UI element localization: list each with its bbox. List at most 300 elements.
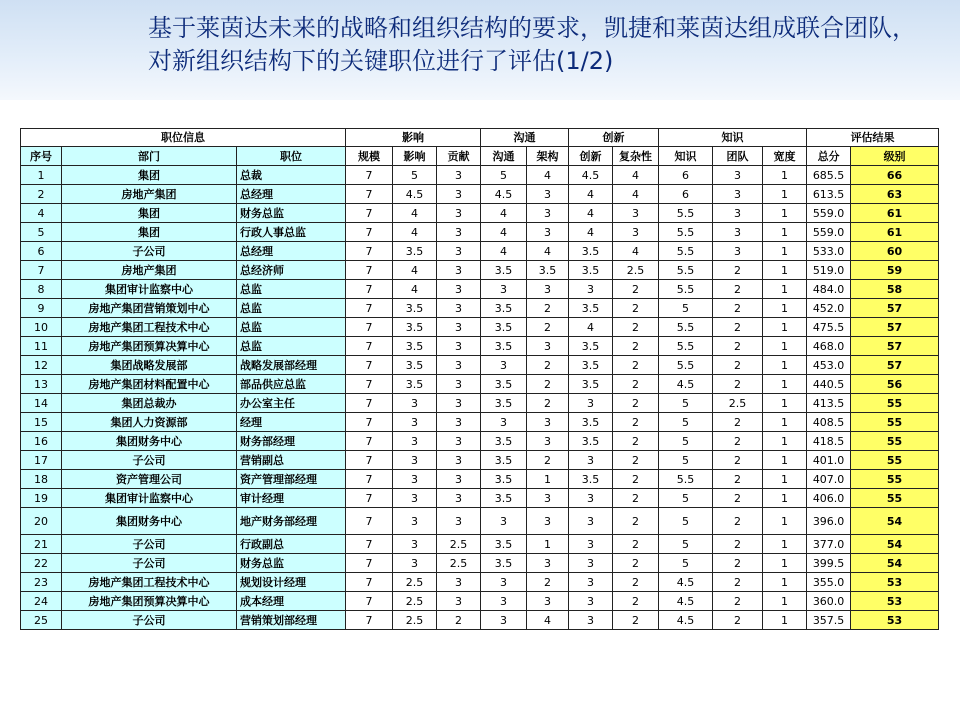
cell-knowledge: 5 xyxy=(659,489,713,508)
cell-team: 3 xyxy=(713,185,763,204)
cell-complexity: 4 xyxy=(613,166,659,185)
cell-team: 2 xyxy=(713,573,763,592)
cell-contribution: 2.5 xyxy=(437,554,481,573)
cell-complexity: 2 xyxy=(613,489,659,508)
cell-level: 57 xyxy=(851,299,939,318)
cell-position: 总监 xyxy=(237,299,346,318)
cell-breadth: 1 xyxy=(763,508,807,535)
cell-level: 54 xyxy=(851,508,939,535)
cell-no: 23 xyxy=(21,573,62,592)
cell-no: 2 xyxy=(21,185,62,204)
cell-scale: 7 xyxy=(346,375,393,394)
cell-level: 55 xyxy=(851,413,939,432)
cell-complexity: 2 xyxy=(613,394,659,413)
cell-team: 2 xyxy=(713,299,763,318)
cell-breadth: 1 xyxy=(763,166,807,185)
cell-dept: 集团总裁办 xyxy=(62,394,237,413)
cell-contribution: 3 xyxy=(437,261,481,280)
cell-position: 总监 xyxy=(237,280,346,299)
cell-communicate: 3.5 xyxy=(481,394,527,413)
cell-team: 2 xyxy=(713,318,763,337)
cell-communicate: 3.5 xyxy=(481,470,527,489)
cell-knowledge: 4.5 xyxy=(659,375,713,394)
cell-team: 2 xyxy=(713,508,763,535)
cell-dept: 集团财务中心 xyxy=(62,432,237,451)
cell-knowledge: 5.5 xyxy=(659,261,713,280)
table-row xyxy=(21,470,939,489)
cell-total: 396.0 xyxy=(807,508,851,535)
cell-contribution: 2 xyxy=(437,611,481,630)
cell-level: 55 xyxy=(851,394,939,413)
cell-position: 总经理 xyxy=(237,242,346,261)
cell-scale: 7 xyxy=(346,489,393,508)
cell-scale: 7 xyxy=(346,337,393,356)
col-dept: 部门 xyxy=(62,147,237,166)
cell-no: 19 xyxy=(21,489,62,508)
cell-framework: 3 xyxy=(527,489,569,508)
cell-team: 2 xyxy=(713,451,763,470)
cell-framework: 4 xyxy=(527,166,569,185)
cell-communicate: 3.5 xyxy=(481,318,527,337)
cell-level: 57 xyxy=(851,356,939,375)
cell-level: 61 xyxy=(851,204,939,223)
cell-impact: 4 xyxy=(393,261,437,280)
cell-framework: 2 xyxy=(527,318,569,337)
cell-breadth: 1 xyxy=(763,470,807,489)
table-row xyxy=(21,299,939,318)
cell-total: 685.5 xyxy=(807,166,851,185)
cell-framework: 2 xyxy=(527,573,569,592)
cell-level: 55 xyxy=(851,470,939,489)
cell-communicate: 3 xyxy=(481,573,527,592)
col-breadth: 宽度 xyxy=(763,147,807,166)
table-row xyxy=(21,223,939,242)
cell-knowledge: 5 xyxy=(659,394,713,413)
cell-framework: 4 xyxy=(527,242,569,261)
cell-no: 18 xyxy=(21,470,62,489)
cell-impact: 3 xyxy=(393,489,437,508)
cell-framework: 3 xyxy=(527,508,569,535)
cell-dept: 子公司 xyxy=(62,535,237,554)
cell-innovate: 3.5 xyxy=(569,356,613,375)
cell-complexity: 2 xyxy=(613,508,659,535)
cell-scale: 7 xyxy=(346,166,393,185)
cell-breadth: 1 xyxy=(763,611,807,630)
cell-knowledge: 4.5 xyxy=(659,611,713,630)
cell-team: 2 xyxy=(713,375,763,394)
cell-framework: 3.5 xyxy=(527,261,569,280)
table-row xyxy=(21,280,939,299)
cell-dept: 子公司 xyxy=(62,554,237,573)
cell-communicate: 4.5 xyxy=(481,185,527,204)
cell-scale: 7 xyxy=(346,280,393,299)
col-innovate: 创新 xyxy=(569,147,613,166)
cell-no: 7 xyxy=(21,261,62,280)
cell-innovate: 4.5 xyxy=(569,166,613,185)
col-contribution: 贡献 xyxy=(437,147,481,166)
cell-innovate: 3 xyxy=(569,592,613,611)
group-communication: 沟通 xyxy=(481,129,569,147)
cell-knowledge: 5 xyxy=(659,299,713,318)
cell-scale: 7 xyxy=(346,535,393,554)
cell-complexity: 2 xyxy=(613,470,659,489)
cell-contribution: 3 xyxy=(437,451,481,470)
cell-impact: 3 xyxy=(393,451,437,470)
cell-scale: 7 xyxy=(346,204,393,223)
cell-total: 406.0 xyxy=(807,489,851,508)
cell-breadth: 1 xyxy=(763,432,807,451)
cell-no: 8 xyxy=(21,280,62,299)
cell-no: 4 xyxy=(21,204,62,223)
cell-total: 453.0 xyxy=(807,356,851,375)
cell-knowledge: 5.5 xyxy=(659,318,713,337)
cell-complexity: 2 xyxy=(613,432,659,451)
cell-complexity: 2 xyxy=(613,337,659,356)
cell-team: 2 xyxy=(713,280,763,299)
cell-complexity: 2 xyxy=(613,375,659,394)
group-innovation: 创新 xyxy=(569,129,659,147)
group-influence: 影响 xyxy=(346,129,481,147)
cell-contribution: 3 xyxy=(437,223,481,242)
cell-level: 57 xyxy=(851,318,939,337)
col-scale: 规模 xyxy=(346,147,393,166)
cell-framework: 2 xyxy=(527,375,569,394)
cell-complexity: 2 xyxy=(613,280,659,299)
cell-framework: 3 xyxy=(527,223,569,242)
cell-impact: 4 xyxy=(393,280,437,299)
table-row xyxy=(21,573,939,592)
group-knowledge: 知识 xyxy=(659,129,807,147)
cell-complexity: 2 xyxy=(613,356,659,375)
cell-dept: 集团审计监察中心 xyxy=(62,489,237,508)
cell-framework: 3 xyxy=(527,185,569,204)
cell-communicate: 3.5 xyxy=(481,432,527,451)
cell-impact: 3.5 xyxy=(393,375,437,394)
cell-communicate: 3.5 xyxy=(481,554,527,573)
cell-team: 2 xyxy=(713,611,763,630)
cell-position: 经理 xyxy=(237,413,346,432)
cell-position: 总裁 xyxy=(237,166,346,185)
cell-position: 营销策划部经理 xyxy=(237,611,346,630)
cell-position: 行政副总 xyxy=(237,535,346,554)
cell-innovate: 3 xyxy=(569,508,613,535)
cell-knowledge: 5.5 xyxy=(659,280,713,299)
cell-innovate: 3 xyxy=(569,451,613,470)
cell-impact: 4 xyxy=(393,204,437,223)
cell-scale: 7 xyxy=(346,451,393,470)
cell-contribution: 3 xyxy=(437,318,481,337)
cell-no: 14 xyxy=(21,394,62,413)
cell-framework: 3 xyxy=(527,432,569,451)
cell-team: 2 xyxy=(713,337,763,356)
cell-contribution: 3 xyxy=(437,299,481,318)
cell-team: 2 xyxy=(713,356,763,375)
cell-contribution: 3 xyxy=(437,394,481,413)
cell-impact: 2.5 xyxy=(393,592,437,611)
cell-communicate: 4 xyxy=(481,223,527,242)
table-row xyxy=(21,432,939,451)
cell-no: 21 xyxy=(21,535,62,554)
cell-scale: 7 xyxy=(346,573,393,592)
cell-no: 6 xyxy=(21,242,62,261)
cell-innovate: 3.5 xyxy=(569,432,613,451)
cell-complexity: 2 xyxy=(613,451,659,470)
cell-knowledge: 6 xyxy=(659,185,713,204)
cell-knowledge: 5 xyxy=(659,535,713,554)
cell-team: 2 xyxy=(713,592,763,611)
cell-complexity: 4 xyxy=(613,185,659,204)
cell-no: 22 xyxy=(21,554,62,573)
cell-total: 360.0 xyxy=(807,592,851,611)
cell-position: 总经济师 xyxy=(237,261,346,280)
cell-communicate: 3.5 xyxy=(481,489,527,508)
cell-communicate: 3 xyxy=(481,280,527,299)
cell-total: 533.0 xyxy=(807,242,851,261)
cell-level: 57 xyxy=(851,337,939,356)
cell-complexity: 2 xyxy=(613,573,659,592)
cell-impact: 2.5 xyxy=(393,611,437,630)
cell-innovate: 3 xyxy=(569,489,613,508)
cell-innovate: 3 xyxy=(569,280,613,299)
cell-contribution: 3 xyxy=(437,337,481,356)
cell-dept: 集团审计监察中心 xyxy=(62,280,237,299)
cell-innovate: 4 xyxy=(569,185,613,204)
table-row xyxy=(21,508,939,535)
table-row xyxy=(21,242,939,261)
cell-impact: 3.5 xyxy=(393,299,437,318)
cell-dept: 集团人力资源部 xyxy=(62,413,237,432)
cell-knowledge: 5 xyxy=(659,413,713,432)
cell-position: 总监 xyxy=(237,337,346,356)
cell-impact: 4 xyxy=(393,223,437,242)
cell-knowledge: 5.5 xyxy=(659,223,713,242)
cell-no: 5 xyxy=(21,223,62,242)
cell-impact: 4.5 xyxy=(393,185,437,204)
cell-team: 3 xyxy=(713,223,763,242)
cell-breadth: 1 xyxy=(763,223,807,242)
cell-position: 审计经理 xyxy=(237,489,346,508)
col-communicate: 沟通 xyxy=(481,147,527,166)
cell-level: 53 xyxy=(851,592,939,611)
cell-total: 452.0 xyxy=(807,299,851,318)
cell-breadth: 1 xyxy=(763,592,807,611)
col-knowledge: 知识 xyxy=(659,147,713,166)
cell-team: 2 xyxy=(713,535,763,554)
table-row xyxy=(21,451,939,470)
cell-total: 355.0 xyxy=(807,573,851,592)
cell-position: 战略发展部经理 xyxy=(237,356,346,375)
table-row xyxy=(21,413,939,432)
cell-framework: 2 xyxy=(527,451,569,470)
cell-total: 401.0 xyxy=(807,451,851,470)
cell-breadth: 1 xyxy=(763,356,807,375)
cell-position: 部品供应总监 xyxy=(237,375,346,394)
cell-dept: 子公司 xyxy=(62,242,237,261)
cell-contribution: 3 xyxy=(437,508,481,535)
table-row xyxy=(21,318,939,337)
cell-impact: 3.5 xyxy=(393,337,437,356)
cell-communicate: 3 xyxy=(481,508,527,535)
cell-framework: 2 xyxy=(527,356,569,375)
col-framework: 架构 xyxy=(527,147,569,166)
cell-breadth: 1 xyxy=(763,299,807,318)
cell-level: 60 xyxy=(851,242,939,261)
cell-dept: 房地产集团预算决算中心 xyxy=(62,592,237,611)
cell-dept: 房地产集团 xyxy=(62,261,237,280)
cell-team: 3 xyxy=(713,242,763,261)
table-row xyxy=(21,261,939,280)
cell-breadth: 1 xyxy=(763,451,807,470)
cell-knowledge: 5 xyxy=(659,451,713,470)
cell-breadth: 1 xyxy=(763,261,807,280)
cell-scale: 7 xyxy=(346,394,393,413)
cell-dept: 资产管理公司 xyxy=(62,470,237,489)
cell-impact: 3.5 xyxy=(393,242,437,261)
cell-complexity: 2 xyxy=(613,299,659,318)
cell-dept: 房地产集团工程技术中心 xyxy=(62,573,237,592)
cell-position: 总经理 xyxy=(237,185,346,204)
cell-scale: 7 xyxy=(346,185,393,204)
cell-communicate: 3.5 xyxy=(481,375,527,394)
table-row xyxy=(21,394,939,413)
cell-breadth: 1 xyxy=(763,280,807,299)
cell-communicate: 3 xyxy=(481,413,527,432)
cell-innovate: 3.5 xyxy=(569,299,613,318)
cell-position: 财务总监 xyxy=(237,204,346,223)
cell-complexity: 2.5 xyxy=(613,261,659,280)
cell-no: 25 xyxy=(21,611,62,630)
cell-team: 2 xyxy=(713,489,763,508)
cell-dept: 集团财务中心 xyxy=(62,508,237,535)
cell-contribution: 3 xyxy=(437,375,481,394)
cell-complexity: 2 xyxy=(613,318,659,337)
cell-framework: 3 xyxy=(527,337,569,356)
cell-framework: 3 xyxy=(527,554,569,573)
cell-innovate: 3 xyxy=(569,535,613,554)
cell-communicate: 5 xyxy=(481,166,527,185)
cell-framework: 1 xyxy=(527,535,569,554)
cell-level: 54 xyxy=(851,554,939,573)
cell-breadth: 1 xyxy=(763,489,807,508)
cell-team: 2 xyxy=(713,413,763,432)
cell-knowledge: 5.5 xyxy=(659,470,713,489)
cell-total: 468.0 xyxy=(807,337,851,356)
table-row xyxy=(21,611,939,630)
cell-level: 53 xyxy=(851,611,939,630)
cell-breadth: 1 xyxy=(763,535,807,554)
cell-total: 413.5 xyxy=(807,394,851,413)
cell-complexity: 3 xyxy=(613,204,659,223)
cell-dept: 房地产集团工程技术中心 xyxy=(62,318,237,337)
cell-knowledge: 5.5 xyxy=(659,242,713,261)
cell-framework: 4 xyxy=(527,611,569,630)
cell-total: 408.5 xyxy=(807,413,851,432)
evaluation-table xyxy=(20,128,939,630)
cell-knowledge: 5 xyxy=(659,554,713,573)
cell-breadth: 1 xyxy=(763,242,807,261)
cell-impact: 3.5 xyxy=(393,356,437,375)
cell-scale: 7 xyxy=(346,242,393,261)
cell-contribution: 3 xyxy=(437,242,481,261)
cell-innovate: 3 xyxy=(569,394,613,413)
cell-no: 17 xyxy=(21,451,62,470)
cell-innovate: 3.5 xyxy=(569,470,613,489)
cell-team: 2 xyxy=(713,432,763,451)
cell-innovate: 4 xyxy=(569,318,613,337)
cell-scale: 7 xyxy=(346,356,393,375)
cell-communicate: 3 xyxy=(481,356,527,375)
cell-dept: 房地产集团预算决算中心 xyxy=(62,337,237,356)
cell-complexity: 3 xyxy=(613,223,659,242)
cell-position: 资产管理部经理 xyxy=(237,470,346,489)
cell-total: 484.0 xyxy=(807,280,851,299)
cell-position: 办公室主任 xyxy=(237,394,346,413)
cell-communicate: 3.5 xyxy=(481,337,527,356)
cell-total: 407.0 xyxy=(807,470,851,489)
cell-contribution: 3 xyxy=(437,185,481,204)
cell-framework: 3 xyxy=(527,204,569,223)
cell-innovate: 3 xyxy=(569,554,613,573)
cell-total: 475.5 xyxy=(807,318,851,337)
group-result: 评估结果 xyxy=(807,129,939,147)
cell-breadth: 1 xyxy=(763,337,807,356)
cell-knowledge: 5 xyxy=(659,432,713,451)
cell-contribution: 3 xyxy=(437,166,481,185)
cell-contribution: 3 xyxy=(437,592,481,611)
cell-no: 24 xyxy=(21,592,62,611)
cell-impact: 3 xyxy=(393,413,437,432)
cell-total: 559.0 xyxy=(807,223,851,242)
table-row xyxy=(21,375,939,394)
cell-no: 9 xyxy=(21,299,62,318)
table-row xyxy=(21,185,939,204)
cell-no: 13 xyxy=(21,375,62,394)
cell-breadth: 1 xyxy=(763,413,807,432)
cell-innovate: 4 xyxy=(569,204,613,223)
cell-innovate: 3.5 xyxy=(569,413,613,432)
cell-scale: 7 xyxy=(346,261,393,280)
cell-communicate: 4 xyxy=(481,204,527,223)
cell-no: 15 xyxy=(21,413,62,432)
cell-dept: 子公司 xyxy=(62,451,237,470)
table-row xyxy=(21,337,939,356)
cell-team: 2.5 xyxy=(713,394,763,413)
cell-no: 1 xyxy=(21,166,62,185)
cell-innovate: 4 xyxy=(569,223,613,242)
cell-no: 12 xyxy=(21,356,62,375)
cell-knowledge: 4.5 xyxy=(659,592,713,611)
cell-scale: 7 xyxy=(346,413,393,432)
cell-communicate: 3.5 xyxy=(481,451,527,470)
cell-team: 2 xyxy=(713,554,763,573)
cell-complexity: 2 xyxy=(613,413,659,432)
cell-level: 55 xyxy=(851,432,939,451)
cell-innovate: 3.5 xyxy=(569,375,613,394)
cell-contribution: 3 xyxy=(437,204,481,223)
cell-position: 总监 xyxy=(237,318,346,337)
cell-total: 357.5 xyxy=(807,611,851,630)
cell-contribution: 3 xyxy=(437,432,481,451)
group-header-row xyxy=(21,129,939,147)
cell-dept: 集团 xyxy=(62,223,237,242)
cell-team: 2 xyxy=(713,470,763,489)
cell-contribution: 3 xyxy=(437,489,481,508)
cell-total: 377.0 xyxy=(807,535,851,554)
cell-team: 2 xyxy=(713,261,763,280)
cell-impact: 3.5 xyxy=(393,318,437,337)
cell-complexity: 2 xyxy=(613,611,659,630)
col-no: 序号 xyxy=(21,147,62,166)
